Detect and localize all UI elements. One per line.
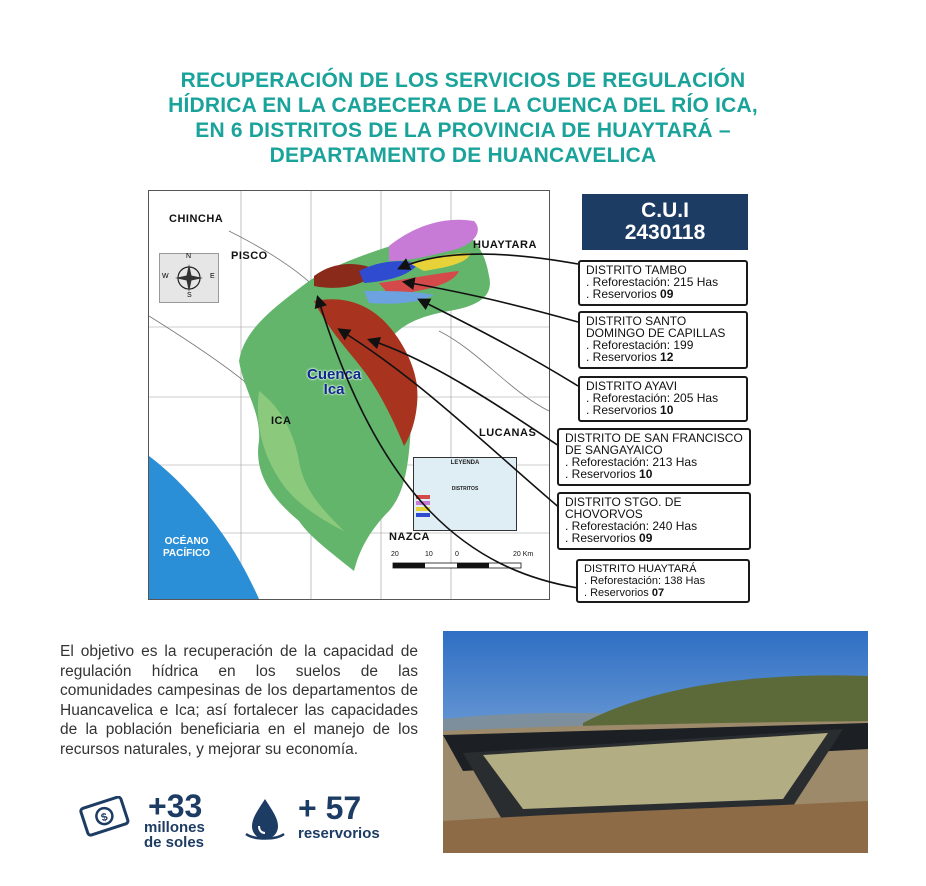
- scale-t0: 20: [391, 551, 399, 558]
- district-name-2: CHOVORVOS: [565, 507, 643, 521]
- compass-e: E: [210, 273, 215, 280]
- label-cuenca-ica: [307, 367, 361, 397]
- water-drop-icon: [244, 796, 286, 842]
- label-ica: ICA: [271, 415, 292, 427]
- district-reforest: . Reforestación: 205 Has: [586, 391, 719, 405]
- district-res-label: . Reservorios: [584, 587, 652, 599]
- district-name: DISTRITO SANTO: [586, 314, 687, 328]
- district-box-santo-domingo: [578, 311, 748, 369]
- cuenca-line-2: Ica: [323, 381, 345, 398]
- label-ocean: [163, 536, 210, 560]
- district-reforest: . Reforestación: 213 Has: [565, 455, 698, 469]
- district-res-num: 09: [639, 531, 653, 545]
- label-pisco: PISCO: [231, 250, 268, 262]
- district-name: DISTRITO HUAYTARÁ: [584, 563, 697, 575]
- district-res-num: 09: [660, 287, 674, 301]
- scale-t1: 10: [425, 551, 433, 558]
- title-line-1: RECUPERACIÓN DE LOS SERVICIOS DE REGULACIÓN: [180, 69, 746, 92]
- label-huaytara: HUAYTARA: [473, 239, 537, 251]
- money-icon: [78, 796, 132, 840]
- compass-w: W: [162, 273, 169, 280]
- ocean-line-2: PACÍFICO: [163, 548, 211, 559]
- cui-box: [582, 194, 748, 250]
- district-reforest: . Reforestación: 199: [586, 338, 694, 352]
- district-box-san-francisco: [557, 428, 751, 486]
- district-box-ayavi: [578, 376, 748, 422]
- compass-n: N: [186, 253, 192, 260]
- title-line-4: DEPARTAMENTO DE HUANCAVELICA: [269, 144, 657, 167]
- district-res-label: . Reservorios: [565, 467, 640, 481]
- district-reforest: . Reforestación: 215 Has: [586, 275, 719, 289]
- title-line-2: HÍDRICA EN LA CABECERA DE LA CUENCA DEL RÍO ICA,: [168, 94, 758, 117]
- cui-label: C.U.I: [641, 199, 689, 222]
- district-res-num: 07: [651, 587, 665, 599]
- district-box-tambo: [578, 260, 748, 306]
- district-box-chocorvos: [557, 492, 751, 550]
- reservoirs-label: reservorios: [298, 825, 380, 842]
- district-name: DISTRITO TAMBO: [586, 263, 687, 277]
- label-nazca: NAZCA: [389, 531, 430, 543]
- compass-s: S: [187, 292, 192, 299]
- legend-subtitle: DISTRITOS: [451, 486, 479, 492]
- cui-code: 2430118: [624, 221, 706, 244]
- district-reforest: . Reforestación: 240 Has: [565, 519, 698, 533]
- map-legend: [413, 457, 517, 531]
- district-res-num: 10: [639, 467, 653, 481]
- svg-text:$: $: [99, 811, 110, 825]
- scale-t3: 20 Km: [513, 551, 534, 558]
- district-res-label: . Reservorios: [586, 287, 661, 301]
- district-reforest: . Reforestación: 138 Has: [584, 575, 706, 587]
- district-box-huaytara: [576, 559, 750, 603]
- label-chincha: CHINCHA: [169, 213, 224, 225]
- district-name: DISTRITO STGO. DE: [565, 495, 682, 509]
- basin-map: [148, 190, 550, 600]
- district-name: DISTRITO DE SAN FRANCISCO: [565, 431, 743, 445]
- money-value: +33: [148, 788, 203, 824]
- money-line-2: de soles: [144, 834, 205, 851]
- reservoirs-value: + 57: [298, 790, 362, 826]
- ocean-line-1: OCÉANO: [164, 536, 209, 547]
- scale-t2: 0: [455, 551, 459, 558]
- page-title: [60, 68, 866, 168]
- label-lucanas: LUCANAS: [479, 427, 537, 439]
- district-res-label: . Reservorios: [586, 350, 661, 364]
- objective-text: El objetivo es la recuperación de la capacidad de regulación hídrica en los suelos de las comunidades campesinas de los departamentos de Huancavelica e Ica; así fortalecer las capacidades de la población beneficiaria en el manejo de los recursos naturales, y mejorar su economía.: [60, 643, 418, 758]
- title-line-3: EN 6 DISTRITOS DE LA PROVINCIA DE HUAYTARÁ –: [195, 119, 731, 142]
- district-res-label: . Reservorios: [565, 531, 640, 545]
- compass-rose: [159, 253, 219, 303]
- ocean-area: [149, 456, 259, 599]
- district-res-num: 10: [660, 403, 674, 417]
- district-res-num: 12: [660, 350, 674, 364]
- district-name: DISTRITO AYAVI: [586, 379, 678, 393]
- district-res-label: . Reservorios: [586, 403, 661, 417]
- legend-title: LEYENDA: [450, 460, 480, 466]
- money-line-1: millones: [144, 819, 205, 836]
- district-name-2: DE SANGAYAICO: [565, 443, 663, 457]
- cuenca-line-1: Cuenca: [307, 366, 362, 383]
- reservoir-photo: [443, 631, 868, 853]
- district-name-2: DOMINGO DE CAPILLAS: [586, 326, 726, 340]
